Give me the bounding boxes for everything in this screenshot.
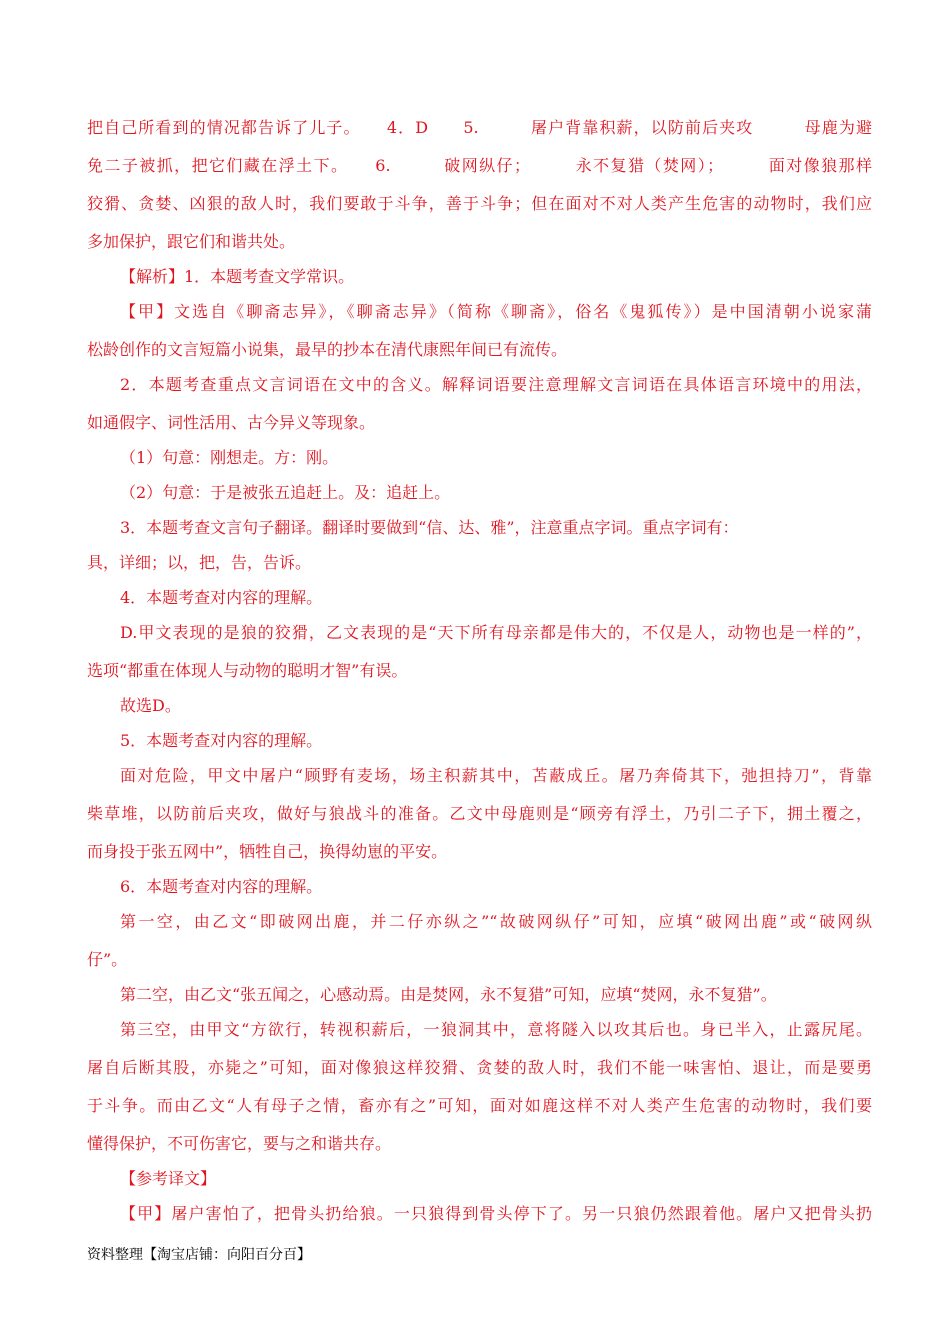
analysis-q6-blank-1-line-1: 第一空，由乙文“即破网出鹿，并二仔亦纵之”“故破网纵仔”可知，应填“破网出鹿”或“破网纵 <box>120 912 872 931</box>
analysis-q6-heading: 6．本题考查对内容的理解。 <box>120 877 323 896</box>
answer-line-4: 多加保护，跟它们和谐共处。 <box>87 232 296 251</box>
analysis-q6-blank-3-line-2: 屠自后断其股，亦毙之”可知，面对像狼这样狡猾、贪婪的敌人时，我们不能一味害怕、退让，而是要勇 <box>87 1058 872 1077</box>
analysis-q2-item-1: （1）句意：刚想走。方：刚。 <box>120 448 339 467</box>
analysis-q5-line-2: 柴草堆，以防前后夹攻，做好与狼战斗的准备。乙文中母鹿则是“顾旁有浮土，乃引二子下，拥土覆之， <box>87 804 872 823</box>
analysis-q4-answer: 故选D。 <box>120 696 181 715</box>
translation-jia-line-1: 【甲】屠户害怕了，把骨头扔给狼。一只狼得到骨头停下了。另一只狼仍然跟着他。屠户又把骨头扔 <box>120 1204 872 1223</box>
analysis-q1-heading: 【解析】1．本题考查文学常识。 <box>120 267 355 286</box>
analysis-q1-line-2: 松龄创作的文言短篇小说集，最早的抄本在清代康熙年间已有流传。 <box>87 340 568 359</box>
analysis-q4-heading: 4．本题考查对内容的理解。 <box>120 588 323 607</box>
answer-line-3: 狡猾、贪婪、凶狠的敌人时，我们要敢于斗争，善于斗争；但在面对不对人类产生危害的动物时，我们应 <box>87 194 872 213</box>
analysis-q2-line-1: 2．本题考查重点文言词语在文中的含义。解释词语要注意理解文言词语在具体语言环境中的用法， <box>120 375 872 394</box>
analysis-q1-line-1: 【甲】文选自《聊斋志异》，《聊斋志异》（简称《聊斋》，俗名《鬼狐传》）是中国清朝小说家蒲 <box>120 302 872 321</box>
analysis-q4-line-2: 选项“都重在体现人与动物的聪明才智”有误。 <box>87 661 408 680</box>
analysis-q6-blank-3-line-4: 懂得保护，不可伤害它，要与之和谐共存。 <box>87 1134 392 1153</box>
analysis-q5-line-1: 面对危险，甲文中屠户“顾野有麦场，场主积薪其中，苫蔽成丘。屠乃奔倚其下，弛担持刀”，背靠 <box>120 766 872 785</box>
analysis-q2-item-2: （2）句意：于是被张五追赶上。及：追赶上。 <box>120 483 451 502</box>
analysis-q6-blank-2: 第二空，由乙文“张五闻之，心感动焉。由是焚网，永不复猎”可知，应填“焚网，永不复猎”。 <box>120 985 777 1004</box>
analysis-q6-blank-3-line-3: 于斗争。而由乙文“人有母子之情，畜亦有之”可知，面对如鹿这样不对人类产生危害的动物时，我们要 <box>87 1096 872 1115</box>
answer-line-1: 把自己所看到的情况都告诉了儿子。 4．D 5. 屠户背靠积薪，以防前后夹攻 母鹿为避 <box>87 118 872 137</box>
answer-line-2: 免二子被抓，把它们藏在浮土下。 6. 破网纵仔； 永不复猎（焚网）； 面对像狼那样 <box>87 156 872 175</box>
analysis-q5-line-3: 而身投于张五网中”，牺牲自己，换得幼崽的平安。 <box>87 842 448 861</box>
analysis-q3-line-2: 具，详细；以，把，告，告诉。 <box>87 553 312 572</box>
analysis-q4-line-1: D.甲文表现的是狼的狡猾，乙文表现的是“天下所有母亲都是伟大的，不仅是人，动物也是一样的”， <box>120 623 872 642</box>
translation-heading: 【参考译文】 <box>120 1169 217 1188</box>
page-footer: 资料整理【淘宝店铺：向阳百分百】 <box>87 1247 311 1263</box>
analysis-q3-line-1: 3．本题考查文言句子翻译。翻译时要做到“信、达、雅”，注意重点字词。重点字词有： <box>120 518 739 537</box>
analysis-q2-line-2: 如通假字、词性活用、古今异义等现象。 <box>87 413 376 432</box>
analysis-q6-blank-1-line-2: 仔”。 <box>87 950 128 969</box>
analysis-q6-blank-3-line-1: 第三空，由甲文“方欲行，转视积薪后，一狼洞其中，意将隧入以攻其后也。身已半入，止露尻尾。 <box>120 1020 872 1039</box>
analysis-q5-heading: 5．本题考查对内容的理解。 <box>120 731 323 750</box>
